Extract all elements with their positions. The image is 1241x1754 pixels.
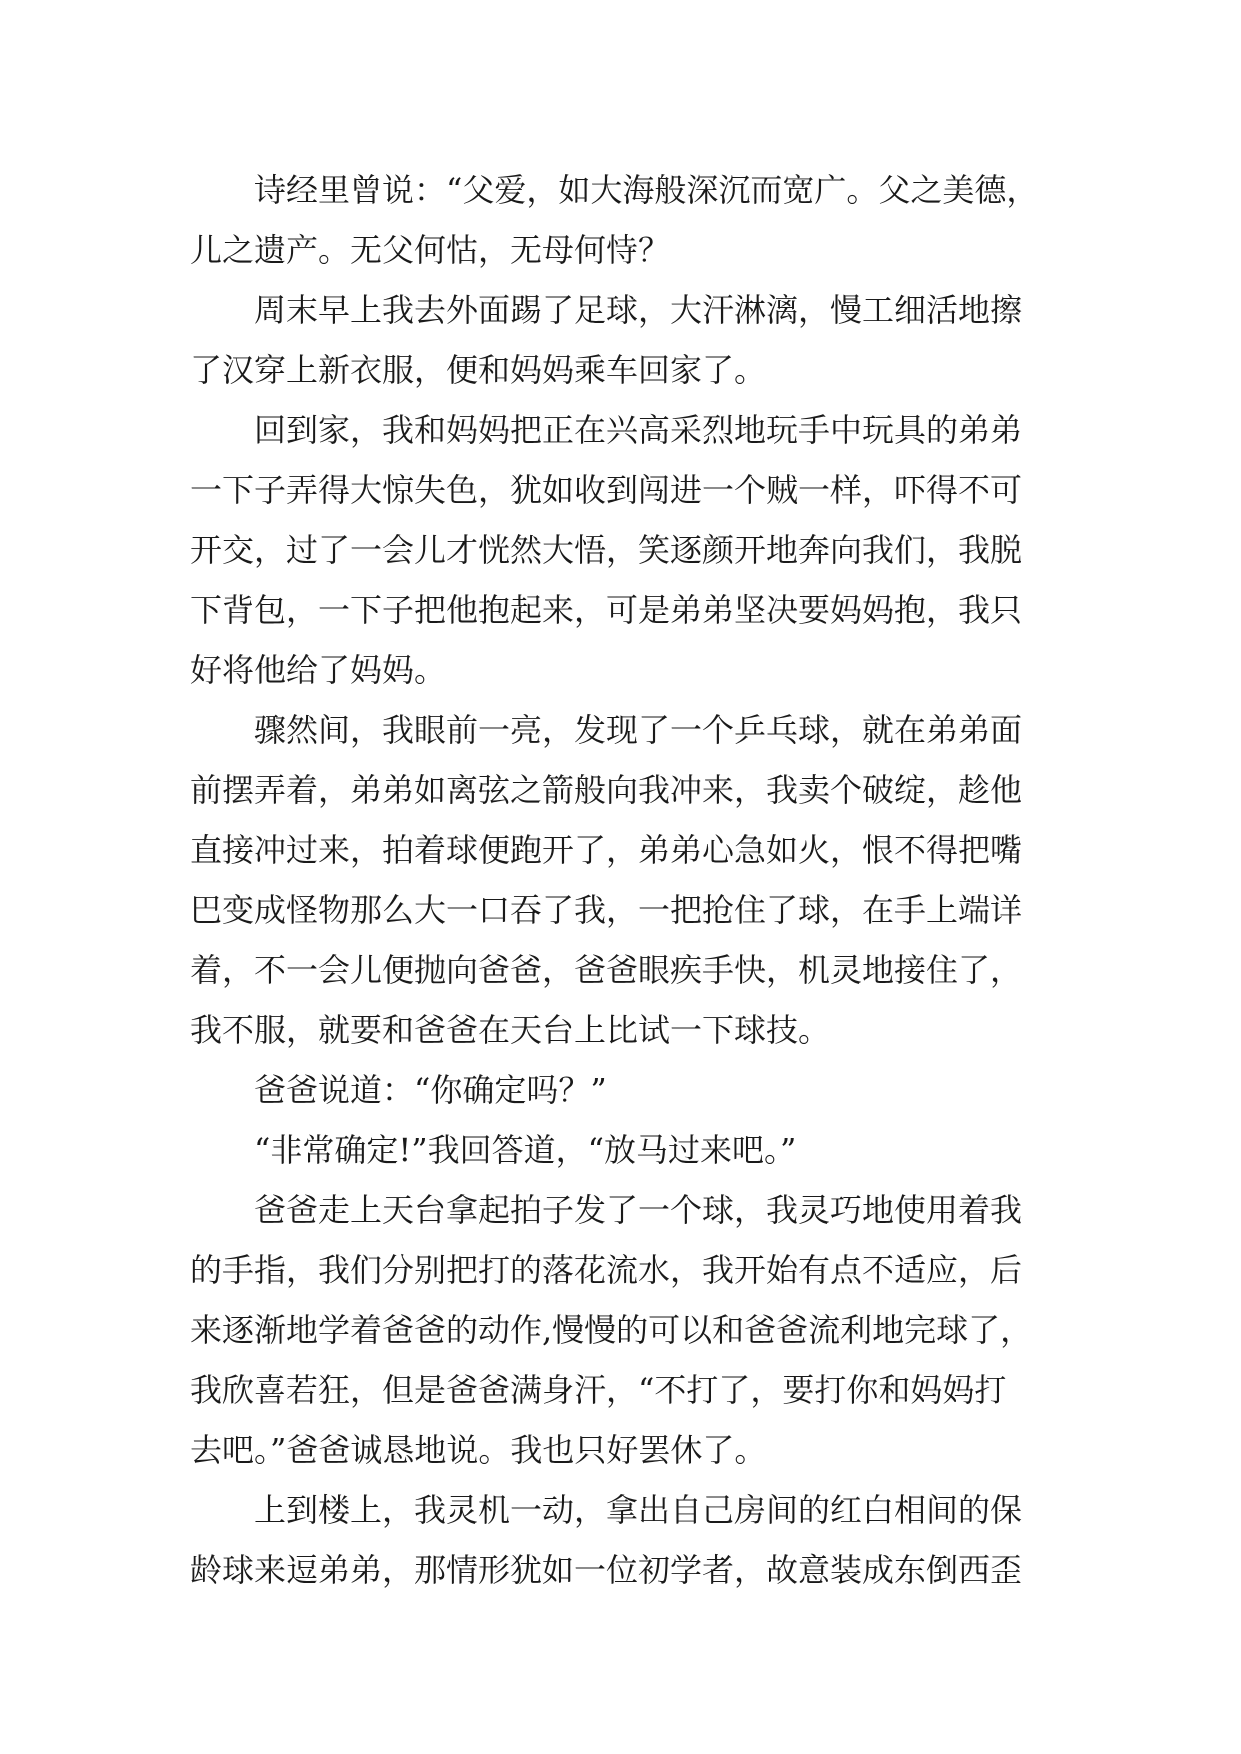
text-line: 爸爸走上天台拿起拍子发了一个球，我灵巧地使用着我 bbox=[254, 1191, 1023, 1229]
text-line: 诗经里曾说：“父爱，如大海般深沉而宽广。父之美德， bbox=[254, 171, 1039, 209]
text-line: 龄球来逗弟弟，那情形犹如一位初学者，故意装成东倒西歪 bbox=[190, 1551, 1023, 1589]
text-line: 爸爸说道：“你确定吗？” bbox=[254, 1071, 607, 1109]
text-line: 我欣喜若狂，但是爸爸满身汗，“不打了，要打你和妈妈打 bbox=[190, 1371, 1007, 1409]
text-line: 巴变成怪物那么大一口吞了我，一把抢住了球，在手上端详 bbox=[190, 891, 1023, 929]
text-line: “非常确定!”我回答道，“放马过来吧。” bbox=[254, 1131, 797, 1169]
text-line: 着，不一会儿便抛向爸爸，爸爸眼疾手快，机灵地接住了， bbox=[190, 951, 1023, 989]
text-line: 骤然间，我眼前一亮，发现了一个乒乓球，就在弟弟面 bbox=[254, 711, 1023, 749]
text-line: 我不服，就要和爸爸在天台上比试一下球技。 bbox=[190, 1011, 831, 1049]
text-line: 来逐渐地学着爸爸的动作,慢慢的可以和爸爸流利地完球了， bbox=[190, 1311, 1033, 1349]
text-line: 上到楼上，我灵机一动，拿出自己房间的红白相间的保 bbox=[254, 1491, 1023, 1529]
text-line: 直接冲过来，拍着球便跑开了，弟弟心急如火，恨不得把嘴 bbox=[190, 831, 1023, 869]
text-line: 前摆弄着，弟弟如离弦之箭般向我冲来，我卖个破绽，趁他 bbox=[190, 771, 1023, 809]
essay-body bbox=[190, 160, 1070, 1600]
text-line: 的手指，我们分别把打的落花流水，我开始有点不适应，后 bbox=[190, 1251, 1023, 1289]
text-line: 开交，过了一会儿才恍然大悟，笑逐颜开地奔向我们，我脱 bbox=[190, 531, 1023, 569]
text-line: 一下子弄得大惊失色，犹如收到闯进一个贼一样，吓得不可 bbox=[190, 471, 1023, 509]
text-line: 回到家，我和妈妈把正在兴高采烈地玩手中玩具的弟弟 bbox=[254, 411, 1023, 449]
text-line: 儿之遗产。无父何怙，无母何恃？ bbox=[190, 231, 671, 269]
text-line: 去吧。”爸爸诚恳地说。我也只好罢休了。 bbox=[190, 1431, 767, 1469]
text-line: 了汉穿上新衣服，便和妈妈乘车回家了。 bbox=[190, 351, 767, 389]
text-line: 下背包，一下子把他抱起来，可是弟弟坚决要妈妈抱，我只 bbox=[190, 591, 1023, 629]
text-line: 好将他给了妈妈。 bbox=[190, 651, 447, 689]
text-line: 周末早上我去外面踢了足球，大汗淋漓，慢工细活地擦 bbox=[254, 291, 1023, 329]
